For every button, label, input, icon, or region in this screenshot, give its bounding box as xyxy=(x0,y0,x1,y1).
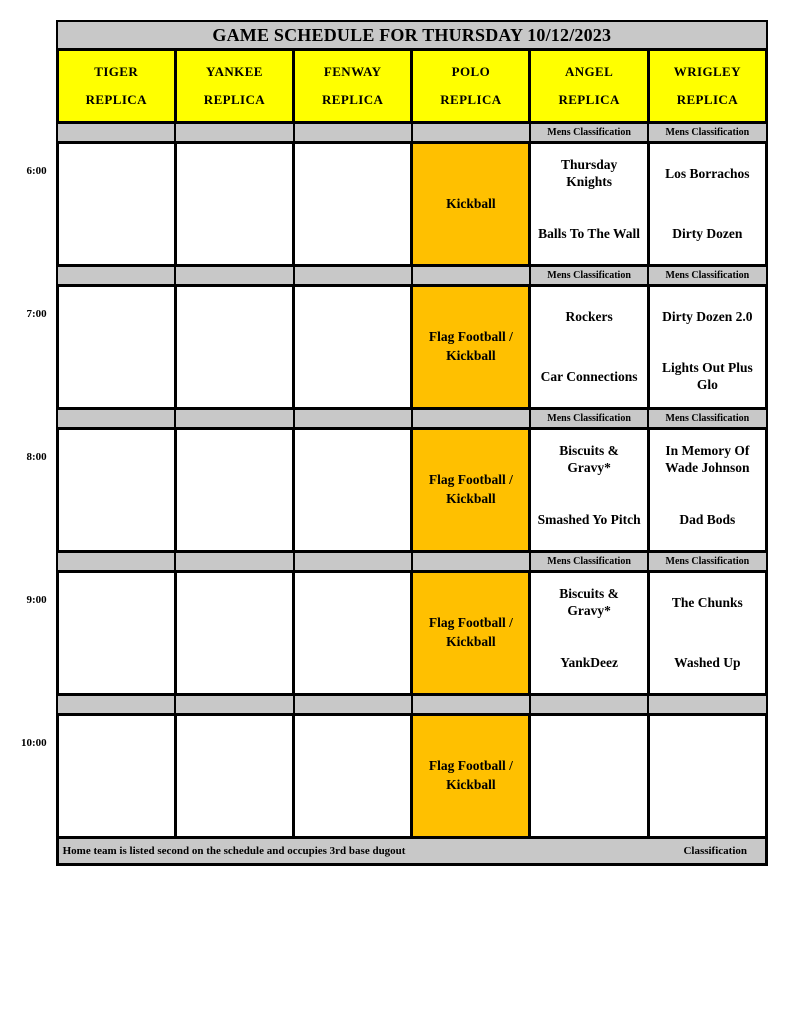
venue-type: REPLICA xyxy=(85,92,147,108)
venue-name: WRIGLEY xyxy=(673,63,741,79)
classification-cell-wrigley xyxy=(648,695,766,715)
venue-header-yankee xyxy=(175,50,293,123)
game-slot-row xyxy=(0,429,767,552)
venue-header-polo xyxy=(412,50,530,123)
away-team: Dirty Dozen 2.0 xyxy=(662,308,753,324)
left-gutter xyxy=(0,266,57,286)
field-cell-fenway xyxy=(294,429,412,552)
classification-cell-polo xyxy=(412,123,530,143)
home-team: Smashed Yo Pitch xyxy=(537,511,641,527)
classification-cell-fenway xyxy=(294,123,412,143)
field-cell-tiger xyxy=(57,286,175,409)
footer-note: Home team is listed second on the schedule and occupies 3rd base dugout xyxy=(62,845,406,857)
venue-header-angel xyxy=(530,50,648,123)
time-label: 10:00 xyxy=(0,715,57,838)
field-cell-tiger xyxy=(57,715,175,838)
classification-cell-yankee xyxy=(175,123,293,143)
angel-games-cell xyxy=(530,286,648,409)
time-label: 8:00 xyxy=(0,429,57,552)
classification-row xyxy=(0,409,767,429)
classification-cell-fenway xyxy=(294,552,412,572)
home-team xyxy=(531,776,646,836)
classification-cell-yankee xyxy=(175,409,293,429)
polo-activity-label: Kickball xyxy=(446,195,496,211)
left-gutter xyxy=(0,695,57,715)
field-cell-tiger xyxy=(57,572,175,695)
game-slot-row xyxy=(0,715,767,838)
classification-cell-polo xyxy=(412,552,530,572)
left-gutter xyxy=(0,838,57,865)
wrigley-games-cell xyxy=(648,572,766,695)
polo-activity-label: Flag Football / Kickball xyxy=(428,758,513,792)
venue-type: REPLICA xyxy=(558,92,620,108)
home-team xyxy=(650,776,765,836)
classification-cell-fenway xyxy=(294,409,412,429)
left-gutter xyxy=(0,21,57,50)
angel-games-cell xyxy=(530,143,648,266)
classification-cell-yankee xyxy=(175,695,293,715)
classification-cell-tiger xyxy=(57,409,175,429)
classification-cell-angel: Mens Classification xyxy=(530,123,648,143)
title-row xyxy=(0,21,767,50)
venue-header-tiger xyxy=(57,50,175,123)
home-team: Dirty Dozen xyxy=(672,225,743,241)
wrigley-games-cell xyxy=(648,143,766,266)
field-cell-yankee xyxy=(175,286,293,409)
wrigley-games-cell xyxy=(648,429,766,552)
footer-row xyxy=(0,838,767,865)
game-slot-row xyxy=(0,286,767,409)
venue-name: FENWAY xyxy=(323,63,382,79)
footer-bar xyxy=(57,838,766,865)
classification-cell-yankee xyxy=(175,266,293,286)
schedule-title: GAME SCHEDULE FOR THURSDAY 10/12/2023 xyxy=(57,21,766,50)
field-cell-fenway xyxy=(294,715,412,838)
venue-name: YANKEE xyxy=(206,63,263,79)
left-gutter xyxy=(0,50,57,123)
classification-cell-polo xyxy=(412,695,530,715)
home-team: YankDeez xyxy=(560,654,618,670)
classification-cell-tiger xyxy=(57,123,175,143)
away-team: Biscuits & Gravy* xyxy=(559,586,619,618)
field-cell-yankee xyxy=(175,143,293,266)
away-team: The Chunks xyxy=(671,594,743,610)
field-cell-tiger xyxy=(57,143,175,266)
venue-type: REPLICA xyxy=(203,92,266,108)
field-cell-fenway xyxy=(294,143,412,266)
field-cell-yankee xyxy=(175,715,293,838)
venue-name: TIGER xyxy=(94,63,139,79)
classification-cell-polo xyxy=(412,409,530,429)
venue-header-wrigley xyxy=(648,50,766,123)
home-team: Balls To The Wall xyxy=(538,225,641,241)
left-gutter xyxy=(0,123,57,143)
venue-type: REPLICA xyxy=(322,92,384,108)
polo-activity-cell xyxy=(412,429,530,552)
venue-type: REPLICA xyxy=(440,92,502,108)
polo-activity-cell xyxy=(412,286,530,409)
classification-cell-tiger xyxy=(57,695,175,715)
classification-cell-fenway xyxy=(294,266,412,286)
polo-activity-cell xyxy=(412,143,530,266)
time-label: 6:00 xyxy=(0,143,57,266)
venue-header-fenway xyxy=(294,50,412,123)
away-team: Thursday Knights xyxy=(560,157,618,189)
polo-activity-cell xyxy=(412,572,530,695)
classification-cell-wrigley: Mens Classification xyxy=(648,266,766,286)
classification-cell-polo xyxy=(412,266,530,286)
away-team: In Memory Of Wade Johnson xyxy=(665,443,750,475)
left-gutter xyxy=(0,552,57,572)
field-cell-fenway xyxy=(294,572,412,695)
classification-row xyxy=(0,695,767,715)
venue-name: POLO xyxy=(451,63,491,79)
field-cell-yankee xyxy=(175,572,293,695)
classification-cell-tiger xyxy=(57,552,175,572)
game-slot-row xyxy=(0,572,767,695)
left-gutter xyxy=(0,409,57,429)
polo-activity-cell xyxy=(412,715,530,838)
angel-games-cell xyxy=(530,715,648,838)
venue-header-row xyxy=(0,50,767,123)
game-slot-row xyxy=(0,143,767,266)
classification-row xyxy=(0,552,767,572)
away-team: Biscuits & Gravy* xyxy=(559,443,619,475)
polo-activity-label: Flag Football / Kickball xyxy=(428,472,513,506)
field-cell-fenway xyxy=(294,286,412,409)
venue-type: REPLICA xyxy=(676,92,738,108)
away-team xyxy=(650,716,765,776)
polo-activity-label: Flag Football / Kickball xyxy=(428,615,513,649)
home-team: Washed Up xyxy=(674,654,741,670)
time-label: 9:00 xyxy=(0,572,57,695)
field-cell-tiger xyxy=(57,429,175,552)
classification-cell-angel: Mens Classification xyxy=(530,409,648,429)
wrigley-games-cell xyxy=(648,286,766,409)
classification-row xyxy=(0,123,767,143)
time-label: 7:00 xyxy=(0,286,57,409)
wrigley-games-cell xyxy=(648,715,766,838)
away-team: Los Borrachos xyxy=(665,165,750,181)
home-team: Lights Out Plus Glo xyxy=(661,360,753,392)
venue-name: ANGEL xyxy=(564,63,614,79)
classification-cell-tiger xyxy=(57,266,175,286)
footer-classification-label: Classification xyxy=(683,845,747,857)
classification-cell-wrigley: Mens Classification xyxy=(648,409,766,429)
away-team xyxy=(531,716,646,776)
polo-activity-label: Flag Football / Kickball xyxy=(428,329,513,363)
angel-games-cell xyxy=(530,572,648,695)
classification-cell-angel: Mens Classification xyxy=(530,266,648,286)
schedule-table xyxy=(0,20,768,866)
home-team: Dad Bods xyxy=(679,511,736,527)
field-cell-yankee xyxy=(175,429,293,552)
classification-cell-fenway xyxy=(294,695,412,715)
classification-cell-angel xyxy=(530,695,648,715)
classification-cell-yankee xyxy=(175,552,293,572)
classification-cell-wrigley: Mens Classification xyxy=(648,123,766,143)
classification-cell-wrigley: Mens Classification xyxy=(648,552,766,572)
away-team: Rockers xyxy=(565,308,613,324)
home-team: Car Connections xyxy=(540,368,638,384)
classification-cell-angel: Mens Classification xyxy=(530,552,648,572)
angel-games-cell xyxy=(530,429,648,552)
classification-row xyxy=(0,266,767,286)
